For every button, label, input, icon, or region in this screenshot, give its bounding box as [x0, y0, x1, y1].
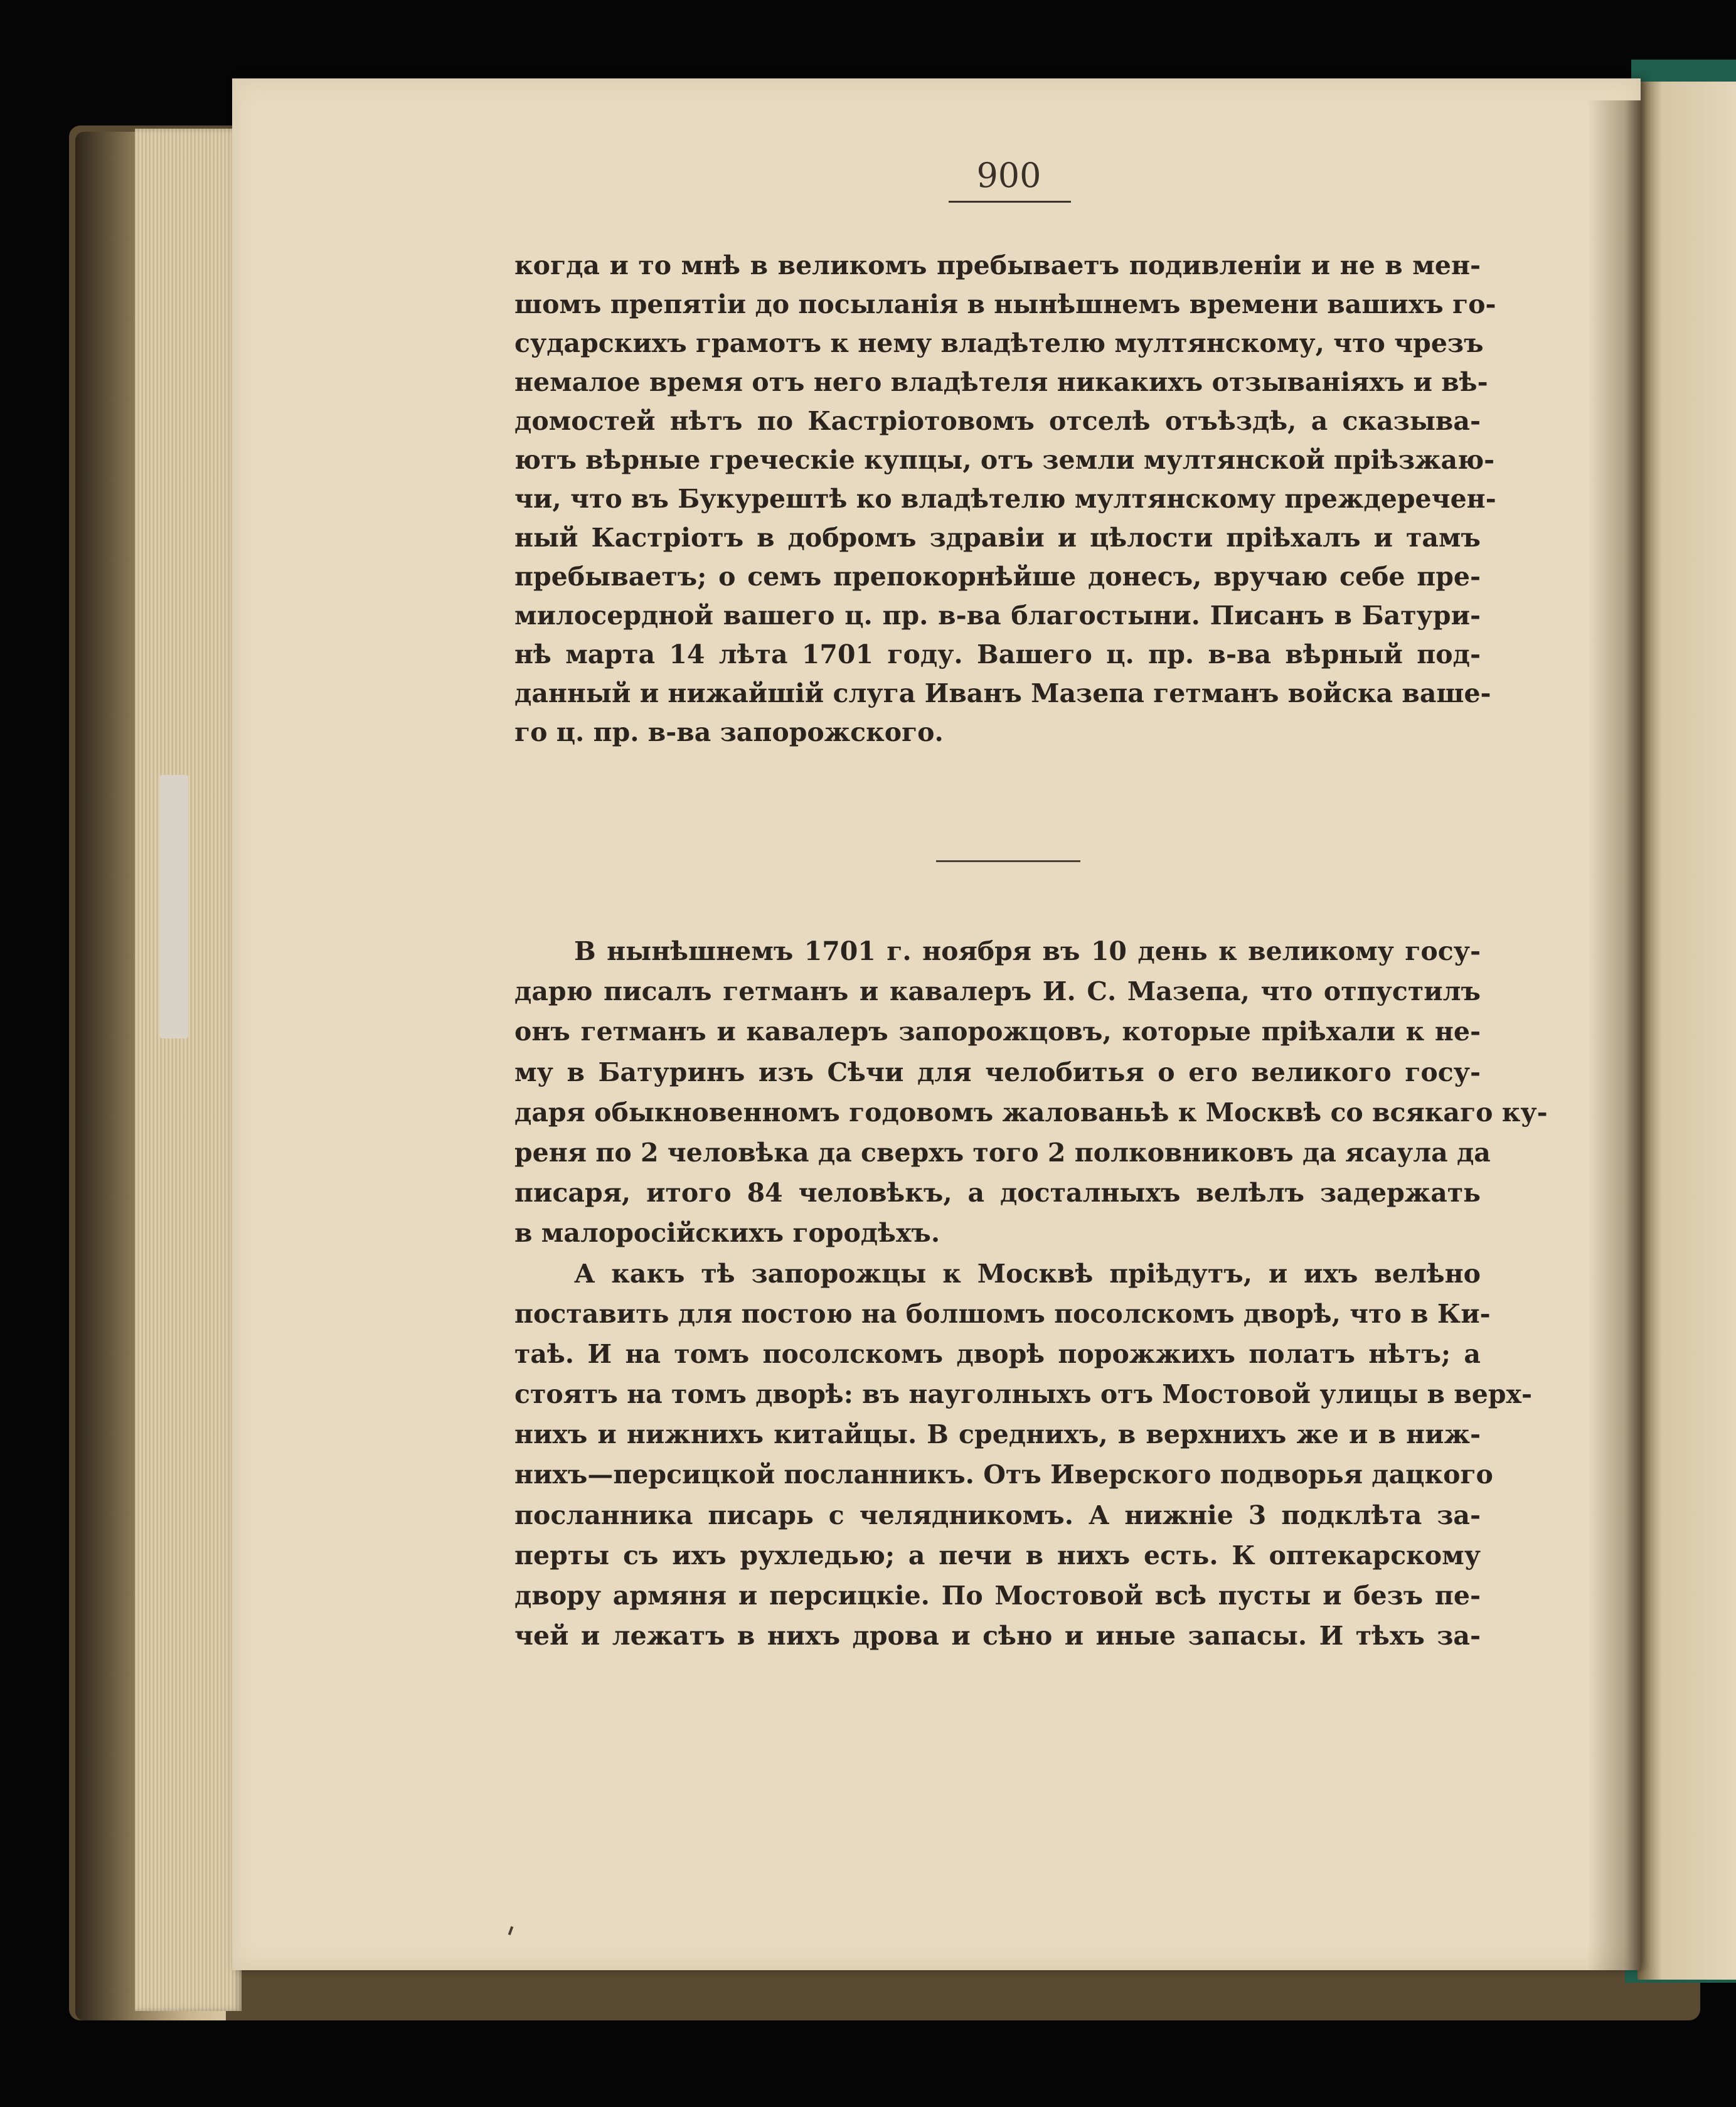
text-line: чи, что въ Букурештѣ ко владѣтелю мултянскому преждеречен-: [514, 484, 1496, 514]
text-line: данный и нижайшій слуга Иванъ Мазепа гетманъ войска ваше-: [514, 678, 1491, 708]
text-line: милосердной вашего ц. пр. в-ва благостыни. Писанъ в Батури-: [514, 600, 1481, 631]
paper-tab: [160, 775, 188, 1038]
text-line: стоятъ на томъ дворѣ: въ науголныхъ отъ Мостовой улицы в верх-: [514, 1379, 1532, 1410]
text-line: нѣ марта 14 лѣта 1701 году. Вашего ц. пр. в-ва вѣрный под-: [514, 639, 1481, 669]
text-line: нихъ—персицкой посланникъ. Отъ Иверского подворья дацкого: [514, 1459, 1493, 1490]
section-divider: [936, 860, 1080, 862]
text-line: в малоросійскихъ городѣхъ.: [514, 1218, 940, 1249]
text-line: му в Батуринъ изъ Сѣчи для челобитья о его великого госу-: [514, 1057, 1481, 1087]
text-line: перты съ ихъ рухледью; а печи в нихъ есть. К оптекарскому: [514, 1540, 1481, 1571]
text-line: пребываетъ; о семъ препокорнѣйше донесъ, вручаю себе пре-: [514, 562, 1481, 592]
text-line: поставить для постою на болшомъ посолскомъ дворѣ, что в Ки-: [514, 1298, 1491, 1329]
page-number: 900: [976, 156, 1041, 195]
text-line: ютъ вѣрные греческіе купцы, отъ земли мултянской пріѣзжаю-: [514, 445, 1495, 475]
text-line: онъ гетманъ и кавалеръ запорожцовъ, которые пріѣхали к не-: [514, 1016, 1481, 1047]
text-line: немалое время отъ него владѣтеля никакихъ отзываніяхъ и вѣ-: [514, 367, 1488, 397]
paragraph-1: [514, 246, 1496, 752]
text-line: нихъ и нижнихъ китайцы. В среднихъ, в верхнихъ же и в ниж-: [514, 1419, 1481, 1450]
text-line: сударскихъ грамотъ к нему владѣтелю мултянскому, что чрезъ: [514, 328, 1484, 358]
text-line: реня по 2 человѣка да сверхъ того 2 полковниковъ да ясаула да: [514, 1137, 1491, 1168]
paragraph-2: [514, 932, 1548, 1656]
page-number-underline: [949, 201, 1071, 203]
text-line: дарю писалъ гетманъ и кавалеръ И. С. Мазепа, что отпустилъ: [514, 976, 1481, 1007]
text-line: В нынѣшнемъ 1701 г. ноября въ 10 день к великому госу-: [574, 936, 1481, 966]
facing-page-edge: [1637, 82, 1736, 1980]
text-line: посланника писарь с челядникомъ. А нижніе 3 подклѣта за-: [514, 1500, 1481, 1530]
text-line: даря обыкновенномъ годовомъ жалованьѣ к Москвѣ со всякаго ку-: [514, 1097, 1548, 1128]
text-line: го ц. пр. в-ва запорожского.: [514, 717, 944, 747]
text-line: шомъ препятіи до посыланія в нынѣшнемъ времени вашихъ го-: [514, 289, 1496, 319]
text-line: писаря, итого 84 человѣкъ, а досталныхъ велѣлъ задержать: [514, 1178, 1481, 1208]
text-line: А какъ тѣ запорожцы к Москвѣ пріѣдутъ, и ихъ велѣно: [574, 1258, 1481, 1289]
text-line: чей и лежатъ в нихъ дрова и сѣно и иные запасы. И тѣхъ за-: [514, 1621, 1481, 1651]
text-line: домостей нѣтъ по Кастріотовомъ отселѣ отъѣздѣ, а сказыва-: [514, 406, 1481, 436]
text-line: двору армяня и персицкіе. По Мостовой всѣ пусты и безъ пе-: [514, 1581, 1481, 1611]
text-line: когда и то мнѣ в великомъ пребываетъ подивленіи и не в мен-: [514, 250, 1481, 280]
text-line: ный Кастріотъ в добромъ здравіи и цѣлости пріѣхалъ и тамъ: [514, 523, 1481, 553]
text-line: таѣ. И на томъ посолскомъ дворѣ порожжихъ полатъ нѣтъ; а: [514, 1338, 1481, 1369]
page-gutter: [1587, 100, 1641, 1970]
page-stack: [135, 129, 242, 2011]
